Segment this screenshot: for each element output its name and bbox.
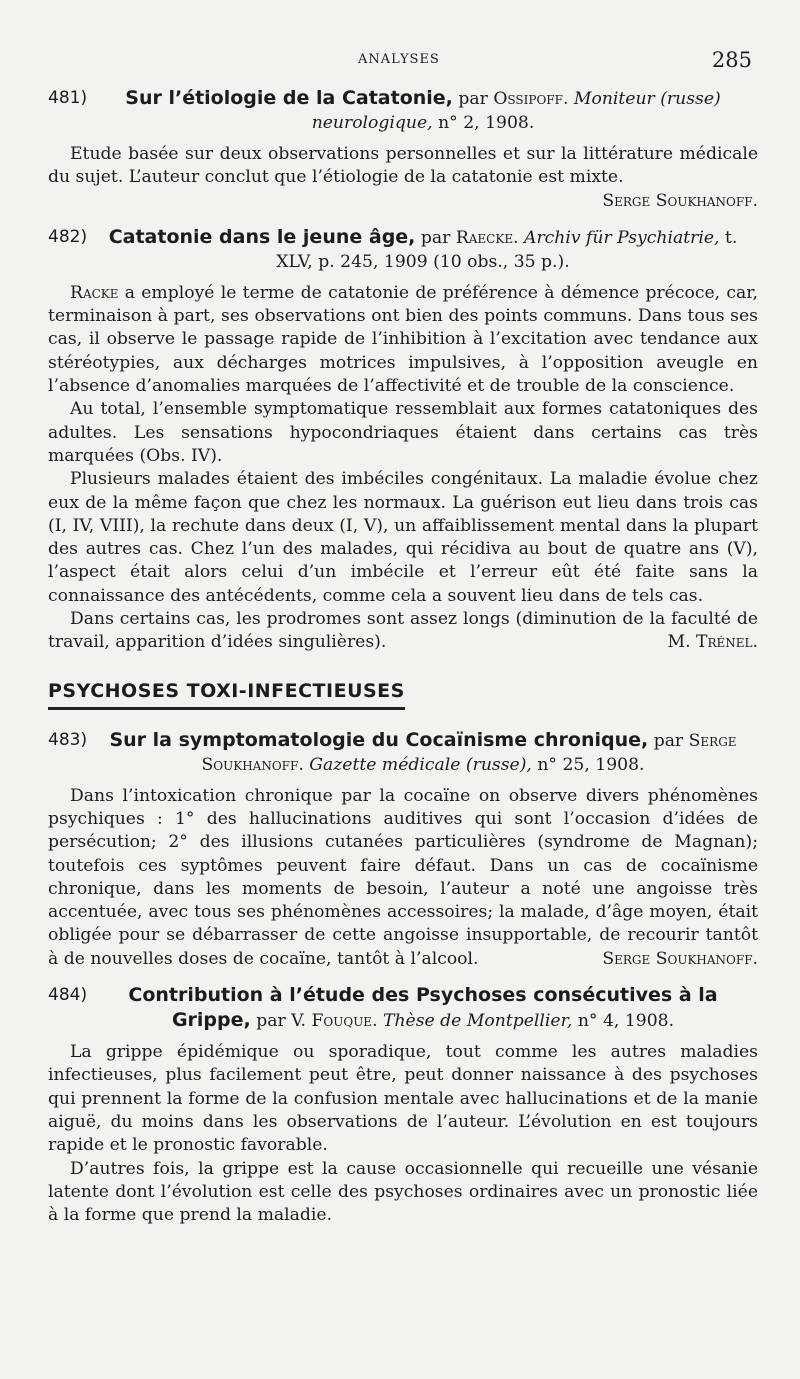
entry-details: n° 25, 1908. (537, 754, 645, 775)
entry-paragraph: La grippe épidémique ou sporadique, tout comme les autres maladies infectieuses, plus facilement peut être, peut donner naissance à des psychoses qui prennent la forme de la confusion mentale avec hallucinations et de la manie aiguë, du moins dans les observations de l’auteur. L’évolution en est toujours rapide et le pronostic favorable. (48, 1042, 758, 1156)
entry-number: 483) (48, 729, 88, 750)
entry-author: Raecke. (455, 227, 519, 248)
entry-source: Moniteur (russe) neurologique, (311, 89, 721, 133)
entry-title: Sur l’étiologie de la Catatonie, (125, 87, 453, 109)
entry-author: Fouque. (311, 1011, 378, 1032)
entry-paragraph: D’autres fois, la grippe est la cause occasionnelle qui recueille une vésanie latente dont l’évolution est celle des psychoses ordinaires avec un pronostic liée à la forme que prend la maladie. (48, 1158, 758, 1226)
by-word: par (458, 89, 488, 109)
by-word: par (420, 227, 451, 248)
entry-heading (48, 86, 758, 135)
running-header (0, 50, 800, 74)
by-word: par V. (256, 1011, 307, 1032)
entry-483 (48, 728, 758, 971)
entry-heading (48, 728, 758, 777)
entry-heading (48, 983, 758, 1033)
entry-details: n° 2, 1908. (438, 113, 535, 133)
entry-title: Catatonie dans le jeune âge, (108, 225, 416, 248)
entry-title: Sur la symptomatologie du Cocaïnisme chronique, (109, 728, 649, 751)
lead-author-name: Racke (70, 282, 119, 303)
entry-paragraph: Dans l’intoxication chronique par la cocaïne on observe divers phénomènes psychiques : 1° des hallucinations auditives qui sont l’occasion d’idées de persécution; 2° des illusions cutanées particulières (syndrome de Magnan); toutefois ces syptômes peuvent faire défaut. Dans un cas de cocaïnisme chronique, dans les moments de besoin, l’auteur a noté une angoisse très accentuée, avec tous ses phénomènes accessoires; la malade, d’âge moyen, était obligée pour se débarrasser de cette angoisse insupportable, de recourir tantôt à de nouvelles doses de cocaïne, tantôt à l’alcool. Serge Soukhanoff. (48, 785, 758, 971)
entry-482 (48, 225, 758, 655)
entry-paragraph: Racke a employé le terme de catatonie de préférence à démence précoce, car, terminaison à part, ses observations ont bien des points communs. Dans tous ses cas, il observe le passage rapide de l’inhibition à l’excitation avec tendance aux stéréotypies, aux décharges motrices impulsives, à l’opposition aveugle en l’absence d’anomalies marquées de l’affectivité et de trouble de la conscience. (48, 282, 758, 397)
page-content (48, 86, 758, 1227)
entry-title: Contribution à l’étude des Psychoses consécutives à la Grippe, (128, 984, 718, 1032)
entry-signature: Serge Soukhanoff. (602, 948, 758, 969)
section-heading (48, 679, 758, 710)
page-number: 285 (711, 48, 752, 72)
by-word: par (653, 730, 684, 751)
entry-number: 481) (48, 88, 88, 108)
entry-481 (48, 86, 758, 213)
entry-source: Gazette médicale (russe), (309, 754, 532, 775)
entry-heading (48, 225, 758, 274)
entry-author: Ossipoff. (493, 89, 569, 109)
entry-signature: Serge Soukhanoff. (602, 190, 758, 211)
entry-paragraph: Au total, l’ensemble symptomatique ressemblait aux formes catatoniques des adultes. Les sensations hypocondriaques étaient dans certains cas très marquées (Obs. IV). (48, 399, 758, 466)
entry-details: t. XLV, p. 245, 1909 (10 obs., 35 p.). (276, 227, 738, 272)
entry-source: Thèse de Montpellier, (383, 1011, 573, 1032)
entry-details: n° 4, 1908. (577, 1011, 675, 1032)
entry-paragraph: Etude basée sur deux observations personnelles et sur la littérature médicale du sujet. L’auteur conclut que l’étiologie de la catatonie est mixte. (48, 144, 758, 188)
section-title: PSYCHOSES TOXI-INFECTIEUSES (48, 679, 405, 710)
entry-source: Archiv für Psychiatrie, (524, 227, 720, 248)
entry-signature: M. Trénel. (667, 632, 758, 653)
entry-paragraph: Dans certains cas, les prodromes sont assez longs (diminution de la faculté de travail, apparition d’idées singulières). M. Trénel. (48, 608, 758, 655)
entry-paragraph: Plusieurs malades étaient des imbéciles congénitaux. La maladie évolue chez eux de la même façon que chez les normaux. La guérison eut lieu dans trois cas (I, IV, VIII), la rechute dans deux (I, V), un affaiblissement mental dans la plupart des autres cas. Chez l’un des malades, qui récidiva au bout de quatre ans (V), l’aspect était alors celui d’un imbécile et l’erreur eût été faite sans la connaissance des antécédents, comme cela a souvent lieu dans de tels cas. (48, 469, 758, 606)
entry-author: Serge Soukhanoff. (201, 730, 737, 775)
entry-number: 484) (48, 985, 88, 1006)
entry-484 (48, 983, 758, 1227)
entry-number: 482) (48, 226, 88, 247)
running-title: ANALYSES (358, 52, 440, 67)
